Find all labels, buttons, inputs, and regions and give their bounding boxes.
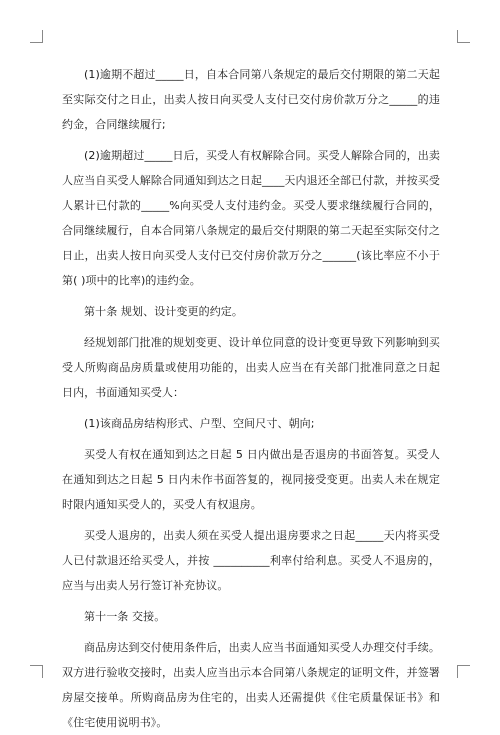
crop-mark-top-left — [30, 30, 43, 43]
paragraph-overdue-within-limit: (1)逾期不超过_____日，自本合同第八条规定的最后交付期限的第二天起至实际交付之日止，出卖人按日向买受人支付已交付房价款万分之_____的违约金，合同继续履行; — [62, 68, 440, 131]
paragraph-structure-change-item: (1)该商品房结构形式、户型、空间尺寸、朝向; — [84, 417, 315, 430]
paragraph-design-change-notice: 经规划部门批准的规划变更、设计单位同意的设计变更导致下列影响到买受人所购商品房质量或使用功能的，出卖人应当在有关部门批准同意之日起 日内，书面通知买受人： — [62, 336, 440, 399]
crop-mark-bottom-left — [30, 665, 43, 678]
crop-mark-bottom-right — [457, 665, 470, 678]
paragraph-buyer-reply-right: 买受人有权在通知到达之日起 5 日内做出是否退房的书面答复。买受人在通知到达之日起 5 日内未作书面答复的，视同接受变更。出卖人未在规定时限内通知买受人的，买受人有权退房。 — [62, 448, 440, 511]
paragraph-refund-on-return: 买受人退房的，出卖人须在买受人提出退房要求之日起_____天内将买受人已付款退还给买受人，并按 __________利率付给利息。买受人不退房的，应当与出卖人另行签订补充协议。 — [62, 529, 440, 592]
paragraph-overdue-beyond-limit: (2)逾期超过_____日后，买受人有权解除合同。买受人解除合同的，出卖人应当自买受人解除合同通知到达之日起____天内退还全部已付款，并按买受人累计已付款的_____%向买受人支付违约金。买受人要求继续履行合同的，合同继续履行，自本合同第八条规定的最后交付期限的第二天起至实际交付之日止，出卖人按日向买受人支付已交付房价款万分之______(该比率应不小于第( )项中的比率)的违约金。 — [62, 149, 440, 287]
section-heading-article-11: 第十一条 交接。 — [84, 610, 166, 623]
paragraph-handover-procedure: 商品房达到交付使用条件后，出卖人应当书面通知买受人办理交付手续。双方进行验收交接时，出卖人应当出示本合同第八条规定的证明文件，并签署房屋交接单。所购商品房为住宅的，出卖人还需提供《住宅质量保证书》和《住宅使用说明书》。 — [62, 641, 440, 729]
section-heading-article-10: 第十条 规划、设计变更的约定。 — [84, 305, 243, 318]
document-body — [62, 62, 440, 735]
crop-mark-top-right — [457, 30, 470, 43]
